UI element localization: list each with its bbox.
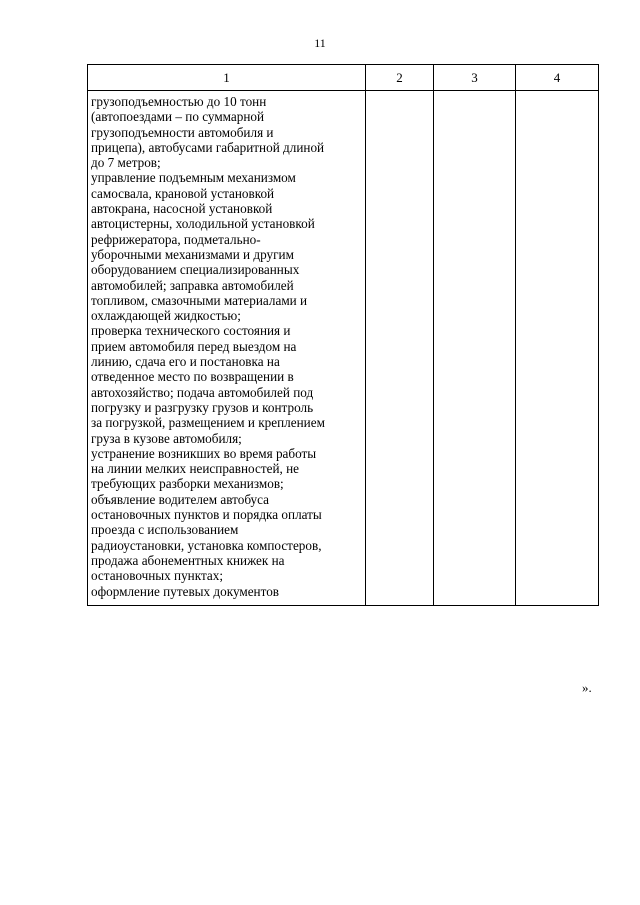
column-header-2: 2	[366, 65, 434, 91]
duties-text-line: устранение возникших во время работы	[91, 445, 317, 461]
duties-text-line: охлаждающей жидкостью;	[91, 308, 241, 324]
duties-text-line: проверка технического состояния и	[91, 323, 291, 339]
page-number: 11	[314, 36, 326, 50]
duties-text-line: (автопоездами – по суммарной	[91, 109, 265, 125]
duties-text-line: радиоустановки, установка компостеров,	[91, 537, 322, 553]
duties-text-line: грузоподъемностью до 10 тонн	[91, 94, 267, 109]
duties-text-line: за погрузкой, размещением и креплением	[91, 415, 325, 431]
duties-text-line: погрузку и разгрузку грузов и контроль	[91, 399, 314, 415]
column-4-cell	[516, 91, 599, 606]
table-header-row	[88, 65, 599, 91]
duties-text-line: отведенное место по возвращении в	[91, 369, 294, 385]
duties-text-line: автоцистерны, холодильной установкой	[91, 216, 315, 232]
duties-text-line: на линии мелких неисправностей, не	[91, 461, 300, 477]
duties-text-line: оборудованием специализированных	[91, 262, 300, 278]
column-2-cell	[366, 91, 434, 606]
duties-text-line: требующих разборки механизмов;	[91, 476, 284, 492]
column-header-4: 4	[516, 65, 599, 91]
duties-text-line: остановочных пунктов и порядка оплаты	[91, 507, 322, 523]
duties-text-line: самосвала, крановой установкой	[91, 185, 275, 201]
duties-text-line: уборочными механизмами и другим	[91, 246, 294, 262]
column-header-3: 3	[434, 65, 516, 91]
table-row	[88, 91, 599, 606]
duties-text-line: грузоподъемности автомобиля и	[91, 124, 274, 140]
duties-text-line: автомобилей; заправка автомобилей	[91, 277, 294, 293]
document-table	[87, 64, 599, 606]
duties-text-line: продажа абонементных книжек на	[91, 552, 285, 568]
column-3-cell	[434, 91, 516, 606]
duties-text-line: оформление путевых документов	[91, 583, 280, 599]
column-header-1: 1	[88, 65, 366, 91]
duties-text-line: до 7 метров;	[91, 155, 161, 171]
duties-text-line: остановочных пунктах;	[91, 568, 224, 584]
duties-text-line: автокрана, насосной установкой	[91, 201, 273, 217]
duties-text-line: прием автомобиля перед выездом на	[91, 338, 297, 354]
duties-text-line: груза в кузове автомобиля;	[91, 430, 242, 446]
duties-text-line: объявление водителем автобуса	[91, 491, 270, 507]
duties-text-line: автохозяйство; подача автомобилей под	[91, 384, 314, 400]
duties-text-line: прицепа), автобусами габаритной длиной	[91, 139, 325, 155]
duties-cell	[88, 91, 366, 606]
duties-text-line: топливом, смазочными материалами и	[91, 292, 308, 308]
duties-text-line: линию, сдача его и постановка на	[91, 354, 280, 370]
closing-quote-mark: ».	[582, 680, 592, 695]
duties-text-line: управление подъемным механизмом	[91, 170, 296, 186]
duties-text-line: рефрижератора, подметально-	[91, 231, 261, 247]
duties-text-line: проезда с использованием	[91, 522, 239, 538]
